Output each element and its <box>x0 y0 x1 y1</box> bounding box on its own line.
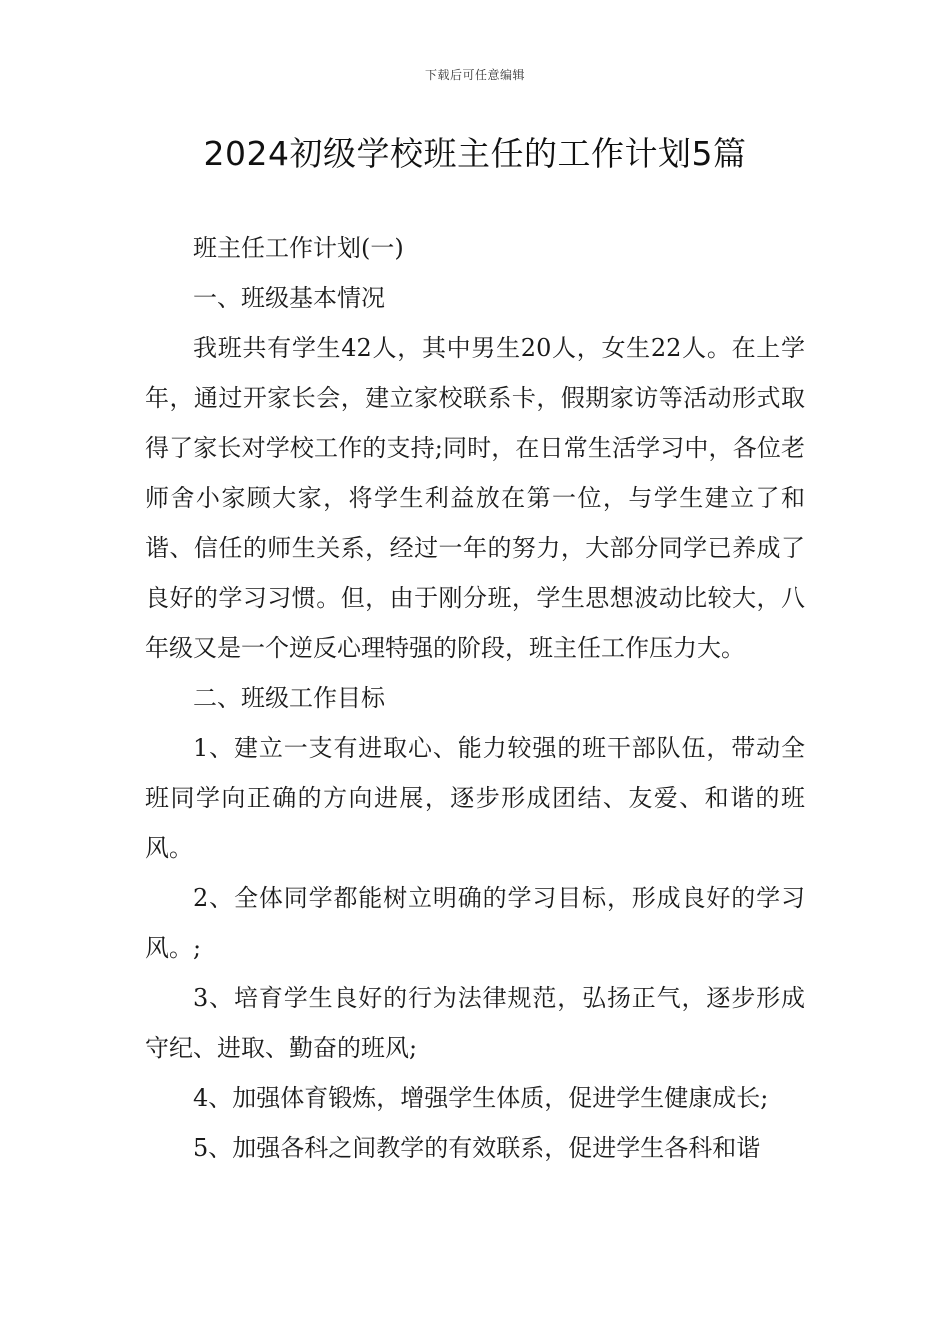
goal-item-3: 3、培育学生良好的行为法律规范，弘扬正气，逐步形成守纪、进取、勤奋的班风; <box>145 984 805 1062</box>
section-heading-plan-one: 班主任工作计划(一) <box>193 234 404 262</box>
paragraph-class-situation: 我班共有学生42人，其中男生20人，女生22人。在上学年，通过开家长会，建立家校联系卡，假期家访等活动形式取得了家长对学校工作的支持;同时，在日常生活学习中，各位老师舍小家顾大家，将学生利益放在第一位，与学生建立了和谐、信任的师生关系，经过一年的努力，大部分同学已养成了良好的学习习惯。但，由于刚分班，学生思想波动比较大，八年级又是一个逆反心理特强的阶段，班主任工作压力大。 <box>145 334 805 662</box>
document-body <box>145 223 805 1173</box>
document-title: 2024初级学校班主任的工作计划5篇 <box>203 134 747 173</box>
goal-item-1: 1、建立一支有进取心、能力较强的班干部队伍，带动全班同学向正确的方向进展，逐步形成团结、友爱、和谐的班风。 <box>145 734 805 862</box>
section-heading-class-goals: 二、班级工作目标 <box>193 684 385 712</box>
header-note: 下载后可任意编辑 <box>424 68 525 82</box>
goal-item-5: 5、加强各科之间教学的有效联系，促进学生各科和谐 <box>193 1134 761 1162</box>
goal-item-2: 2、全体同学都能树立明确的学习目标，形成良好的学习风。; <box>145 884 805 962</box>
goal-item-4: 4、加强体育锻炼，增强学生体质，促进学生健康成长; <box>193 1084 769 1112</box>
section-heading-class-basics: 一、班级基本情况 <box>193 284 385 312</box>
